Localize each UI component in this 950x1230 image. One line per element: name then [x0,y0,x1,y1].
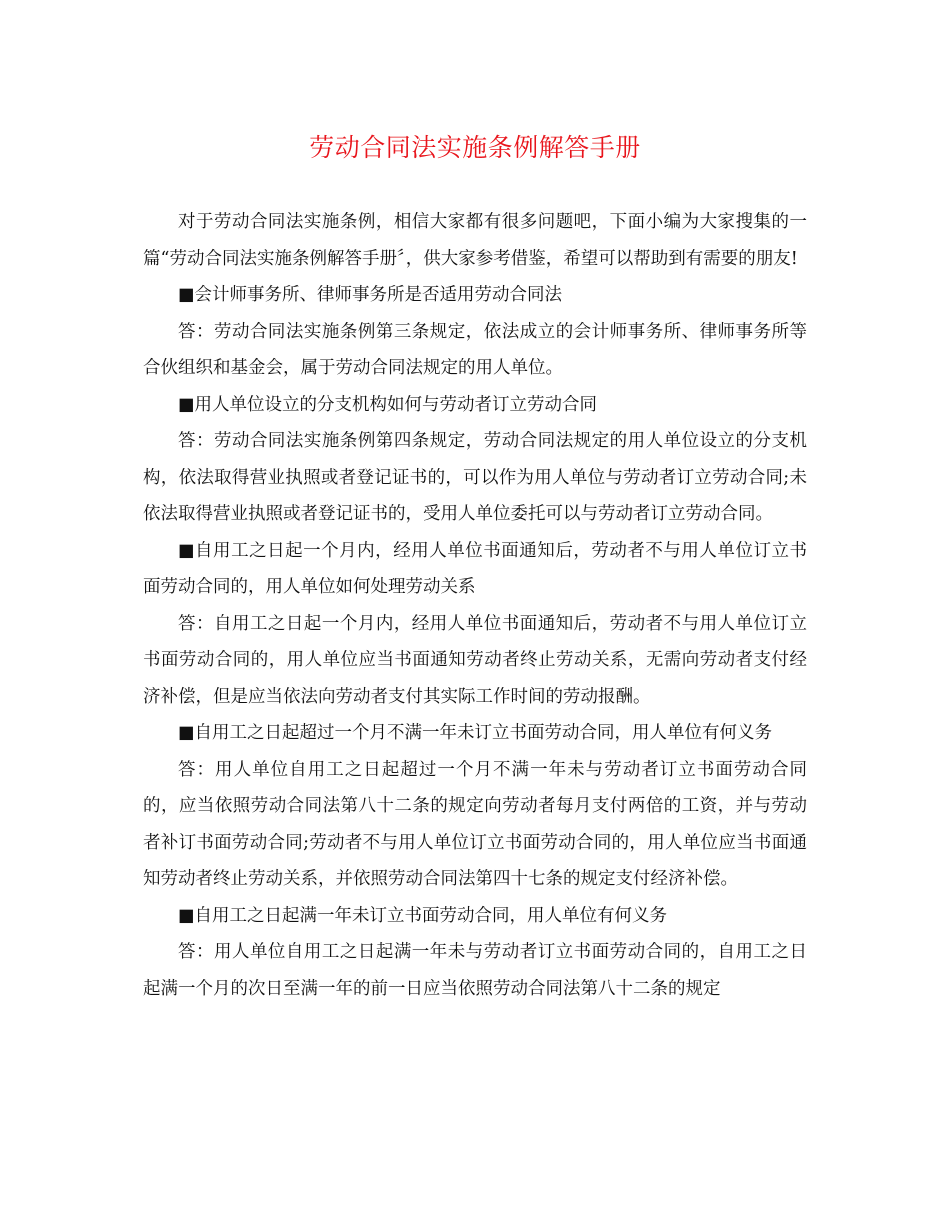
document-body [143,204,807,1007]
question-4: ■自用工之日起超过一个月不满一年未订立书面劳动合同，用人单位有何义务 [178,723,773,743]
question-2: ■用人单位设立的分支机构如何与劳动者订立劳动合同 [178,394,598,415]
question-1: ■会计师事务所、律师事务所是否适用劳动合同法 [178,285,563,305]
intro-paragraph: 对于劳动合同法实施条例，相信大家都有很多问题吧，下面小编为大家搜集的一篇“劳动合同法实施条例解答手册〞，供大家参考借鉴，希望可以帮助到有需要的朋友! [143,212,807,269]
question-5: ■自用工之日起满一年未订立书面劳动合同，用人单位有何义务 [178,905,668,926]
answer-1: 答：劳动合同法实施条例第三条规定，依法成立的会计师事务所、律师事务所等合伙组织和基金会，属于劳动合同法规定的用人单位。 [143,321,807,378]
document-title: 劳动合同法实施条例解答手册 [309,133,641,162]
question-3: ■自用工之日起一个月内，经用人单位书面通知后，劳动者不与用人单位订立书面劳动合同的，用人单位如何处理劳动关系 [143,540,807,597]
answer-4: 答：用人单位自用工之日起超过一个月不满一年未与劳动者订立书面劳动合同的，应当依照劳动合同法第八十二条的规定向劳动者每月支付两倍的工资，并与劳动者补订书面劳动合同;劳动者不与用人单位订立书面劳动合同的，用人单位应当书面通知劳动者终止劳动关系，并依照劳动合同法第四十七条的规定支付经济补偿。 [143,759,807,889]
answer-2: 答：劳动合同法实施条例第四条规定，劳动合同法规定的用人单位设立的分支机构，依法取得营业执照或者登记证书的，可以作为用人单位与劳动者订立劳动合同;未依法取得营业执照或者登记证书的，受用人单位委托可以与劳动者订立劳动合同。 [143,431,807,524]
answer-3: 答：自用工之日起一个月内，经用人单位书面通知后，劳动者不与用人单位订立书面劳动合同的，用人单位应当书面通知劳动者终止劳动关系，无需向劳动者支付经济补偿，但是应当依法向劳动者支付其实际工作时间的劳动报酬。 [143,613,807,707]
answer-5: 答：用人单位自用工之日起满一年未与劳动者订立书面劳动合同的，自用工之日起满一个月的次日至满一年的前一日应当依照劳动合同法第八十二条的规定 [143,942,807,999]
